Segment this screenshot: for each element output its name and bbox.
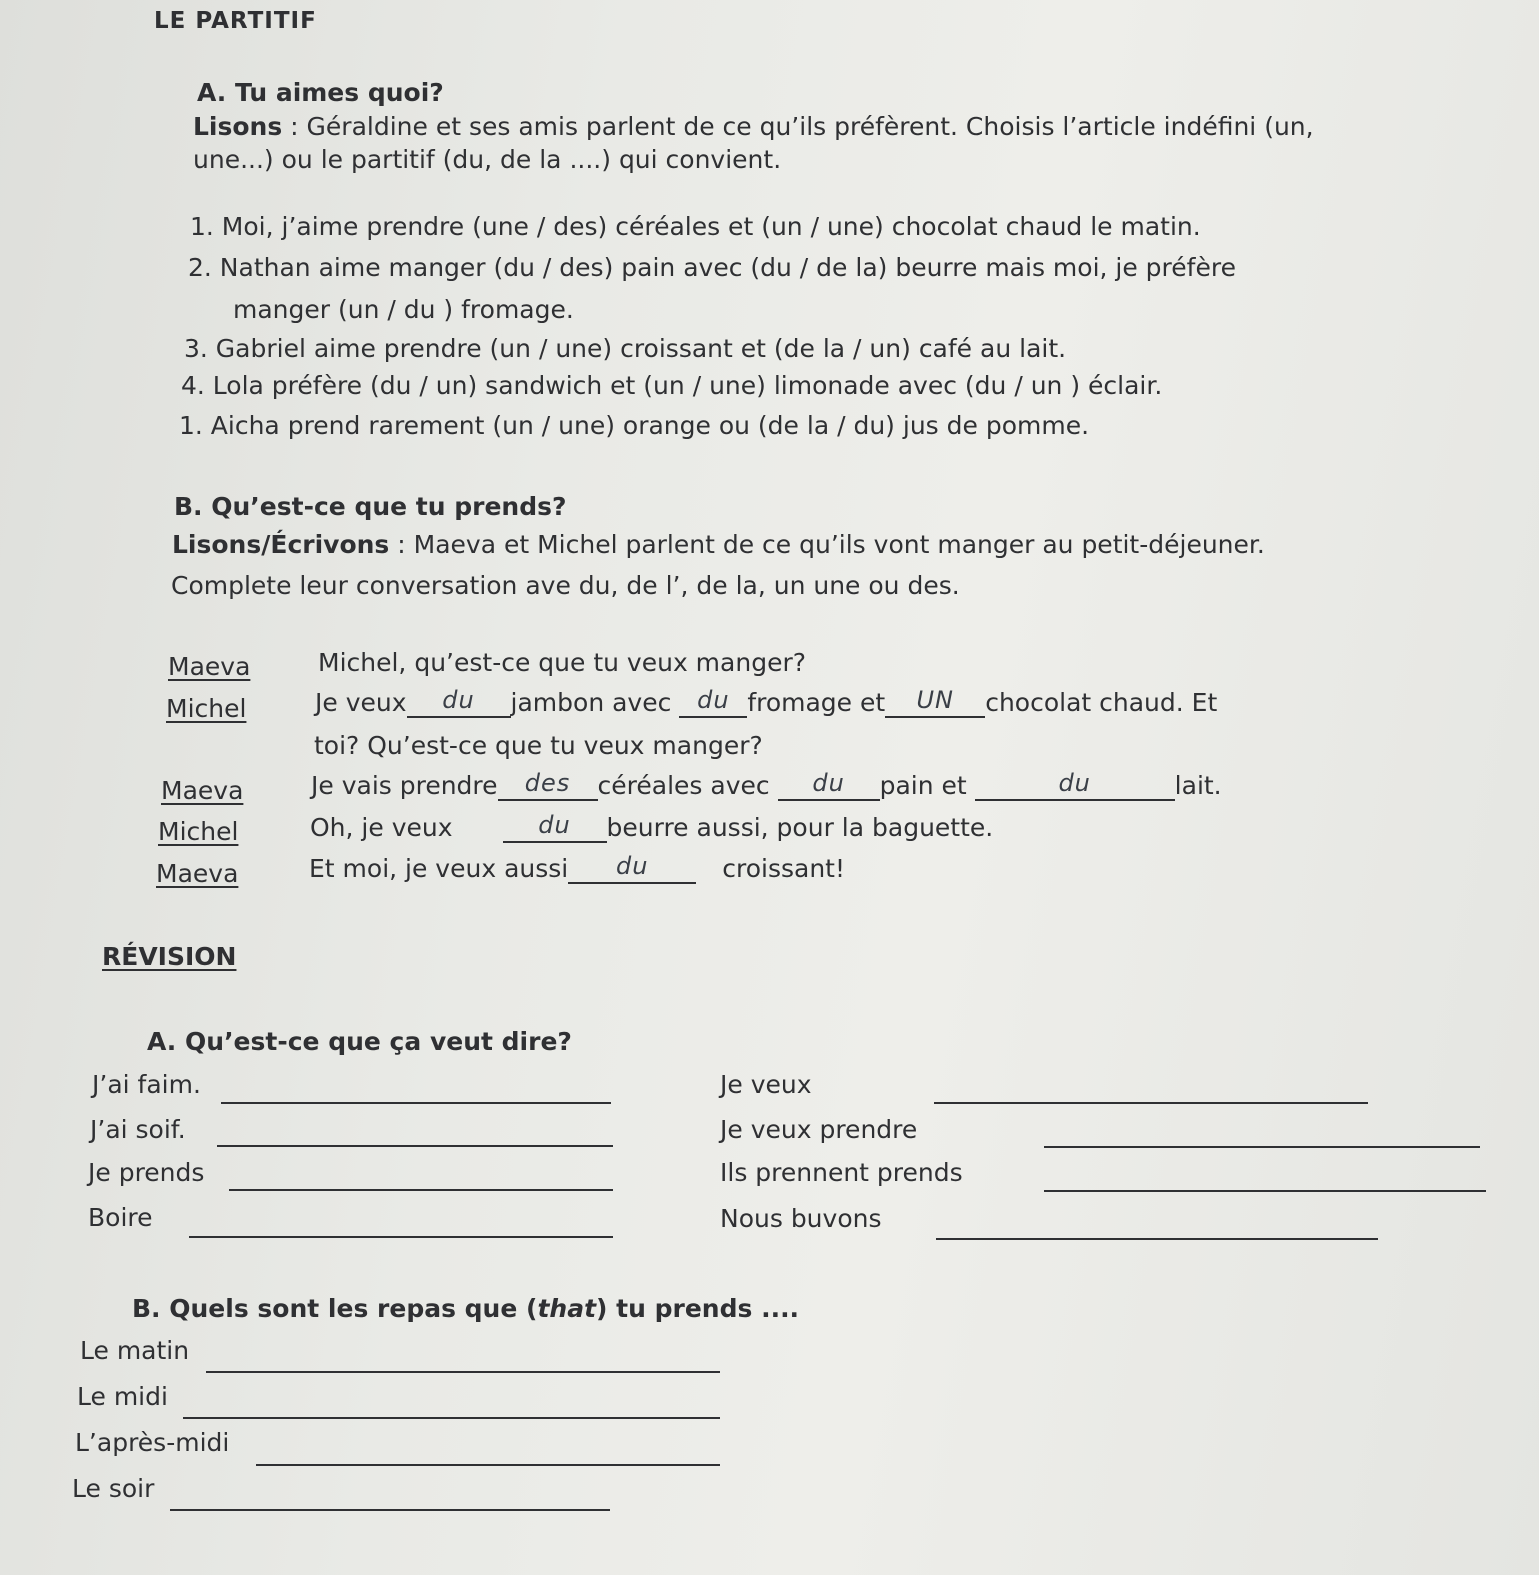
dialogue-line bbox=[310, 813, 993, 842]
handwritten-answer: du bbox=[538, 811, 571, 839]
dialogue-text: chocolat chaud. Et bbox=[985, 688, 1218, 717]
revision-a-term: J’ai soif. bbox=[90, 1115, 186, 1144]
dialogue-text: croissant! bbox=[722, 854, 845, 883]
answer-blank[interactable] bbox=[778, 769, 880, 801]
answer-blank[interactable] bbox=[503, 811, 607, 843]
section-a-item-3: 3. Gabriel aime prendre (un / une) croissant et (de la / un) café au lait. bbox=[184, 334, 1067, 363]
dialogue-text: lait. bbox=[1174, 771, 1222, 800]
revision-b-heading-emphasis: that bbox=[537, 1294, 597, 1323]
dialogue-text: beurre aussi, pour la baguette. bbox=[606, 813, 994, 842]
revision-heading: RÉVISION bbox=[102, 942, 237, 971]
revision-a-term: Nous buvons bbox=[720, 1204, 882, 1233]
handwritten-answer: UN bbox=[916, 686, 954, 714]
answer-blank[interactable] bbox=[679, 686, 747, 718]
section-b-heading: B. Qu’est-ce que tu prends? bbox=[174, 492, 567, 521]
answer-blank[interactable] bbox=[975, 769, 1175, 801]
handwritten-answer: du bbox=[812, 769, 845, 797]
section-a-item-5: 1. Aicha prend rarement (un / une) orange ou (de la / du) jus de pomme. bbox=[179, 411, 1090, 440]
revision-b-heading-text: B. Quels sont les repas que ( bbox=[132, 1294, 538, 1323]
revision-a-term: Je prends bbox=[88, 1158, 205, 1187]
section-a-item-2: 2. Nathan aime manger (du / des) pain avec (du / de la) beurre mais moi, je préfère bbox=[188, 253, 1236, 282]
dialogue-text: Oh, je veux bbox=[310, 813, 453, 842]
answer-blank[interactable] bbox=[568, 852, 696, 884]
dialogue-text: fromage et bbox=[747, 688, 886, 717]
answer-line[interactable] bbox=[1044, 1146, 1480, 1148]
dialogue-text: céréales avec bbox=[597, 771, 770, 800]
dialogue-speaker: Maeva bbox=[168, 652, 251, 681]
dialogue-text: Et moi, je veux aussi bbox=[309, 854, 569, 883]
answer-line[interactable] bbox=[221, 1102, 611, 1104]
answer-line[interactable] bbox=[183, 1417, 720, 1419]
handwritten-answer: du bbox=[1058, 769, 1091, 797]
dialogue-speaker: Maeva bbox=[156, 859, 239, 888]
answer-line[interactable] bbox=[217, 1145, 613, 1147]
dialogue-line bbox=[315, 688, 1217, 717]
handwritten-answer: du bbox=[442, 686, 475, 714]
meal-label: Le matin bbox=[80, 1336, 190, 1365]
dialogue-line bbox=[311, 771, 1222, 800]
section-b-instructions-line2: Complete leur conversation ave du, de l’, de la, un une ou des. bbox=[171, 571, 960, 600]
meal-label: Le soir bbox=[72, 1474, 155, 1503]
revision-b-heading-text: ) tu prends .... bbox=[596, 1294, 800, 1323]
dialogue-text: Je vais prendre bbox=[311, 771, 498, 800]
answer-line[interactable] bbox=[229, 1189, 613, 1191]
section-a-instructions-line1 bbox=[193, 112, 1314, 141]
revision-b-heading bbox=[132, 1294, 799, 1323]
dialogue-text: pain et bbox=[879, 771, 967, 800]
answer-line[interactable] bbox=[934, 1102, 1368, 1104]
handwritten-answer: des bbox=[524, 769, 571, 797]
section-a-item-4: 4. Lola préfère (du / un) sandwich et (un / une) limonade avec (du / un ) éclair. bbox=[181, 371, 1163, 400]
revision-a-term: Je veux bbox=[720, 1070, 812, 1099]
answer-line[interactable] bbox=[256, 1464, 720, 1466]
section-a-heading: A. Tu aimes quoi? bbox=[197, 78, 444, 107]
answer-line[interactable] bbox=[189, 1236, 613, 1238]
answer-blank[interactable] bbox=[885, 686, 985, 718]
revision-a-term: Je veux prendre bbox=[720, 1115, 918, 1144]
answer-line[interactable] bbox=[206, 1371, 720, 1373]
section-b-instr-text: : Maeva et Michel parlent de ce qu’ils vont manger au petit-déjeuner. bbox=[389, 530, 1265, 559]
worksheet-title: LE PARTITIF bbox=[154, 8, 317, 34]
dialogue-speaker: Michel bbox=[158, 817, 239, 846]
dialogue-text: Je veux bbox=[315, 688, 407, 717]
dialogue-line: Michel, qu’est-ce que tu veux manger? bbox=[318, 648, 807, 677]
meal-label: L’après-midi bbox=[75, 1428, 230, 1457]
answer-blank[interactable] bbox=[407, 686, 511, 718]
section-b-instructions-line1 bbox=[172, 530, 1265, 559]
answer-blank[interactable] bbox=[498, 769, 598, 801]
dialogue-line bbox=[309, 854, 845, 883]
section-a-item-2-cont: manger (un / du ) fromage. bbox=[233, 295, 574, 324]
revision-a-term: J’ai faim. bbox=[92, 1070, 201, 1099]
meal-label: Le midi bbox=[77, 1382, 168, 1411]
handwritten-answer: du bbox=[697, 686, 730, 714]
revision-a-term: Ils prennent prends bbox=[720, 1158, 963, 1187]
dialogue-line: toi? Qu’est-ce que tu veux manger? bbox=[314, 731, 763, 760]
handwritten-answer: du bbox=[616, 852, 649, 880]
dialogue-speaker: Maeva bbox=[161, 776, 244, 805]
section-a-instructions-line2: une...) ou le partitif (du, de la ....) qui convient. bbox=[193, 145, 782, 174]
revision-a-term: Boire bbox=[88, 1203, 153, 1232]
section-a-instr-label: Lisons bbox=[193, 112, 283, 141]
section-a-item-1: 1. Moi, j’aime prendre (une / des) céréales et (un / une) chocolat chaud le matin. bbox=[190, 212, 1201, 241]
answer-line[interactable] bbox=[1044, 1190, 1486, 1192]
section-b-instr-label: Lisons/Écrivons bbox=[172, 530, 390, 559]
answer-line[interactable] bbox=[170, 1509, 610, 1511]
revision-a-heading: A. Qu’est-ce que ça veut dire? bbox=[147, 1027, 572, 1056]
dialogue-speaker: Michel bbox=[166, 694, 247, 723]
dialogue-text: jambon avec bbox=[510, 688, 672, 717]
section-a-instr-text: : Géraldine et ses amis parlent de ce qu’ils préfèrent. Choisis l’article indéfini (un, bbox=[282, 112, 1314, 141]
answer-line[interactable] bbox=[936, 1238, 1378, 1240]
